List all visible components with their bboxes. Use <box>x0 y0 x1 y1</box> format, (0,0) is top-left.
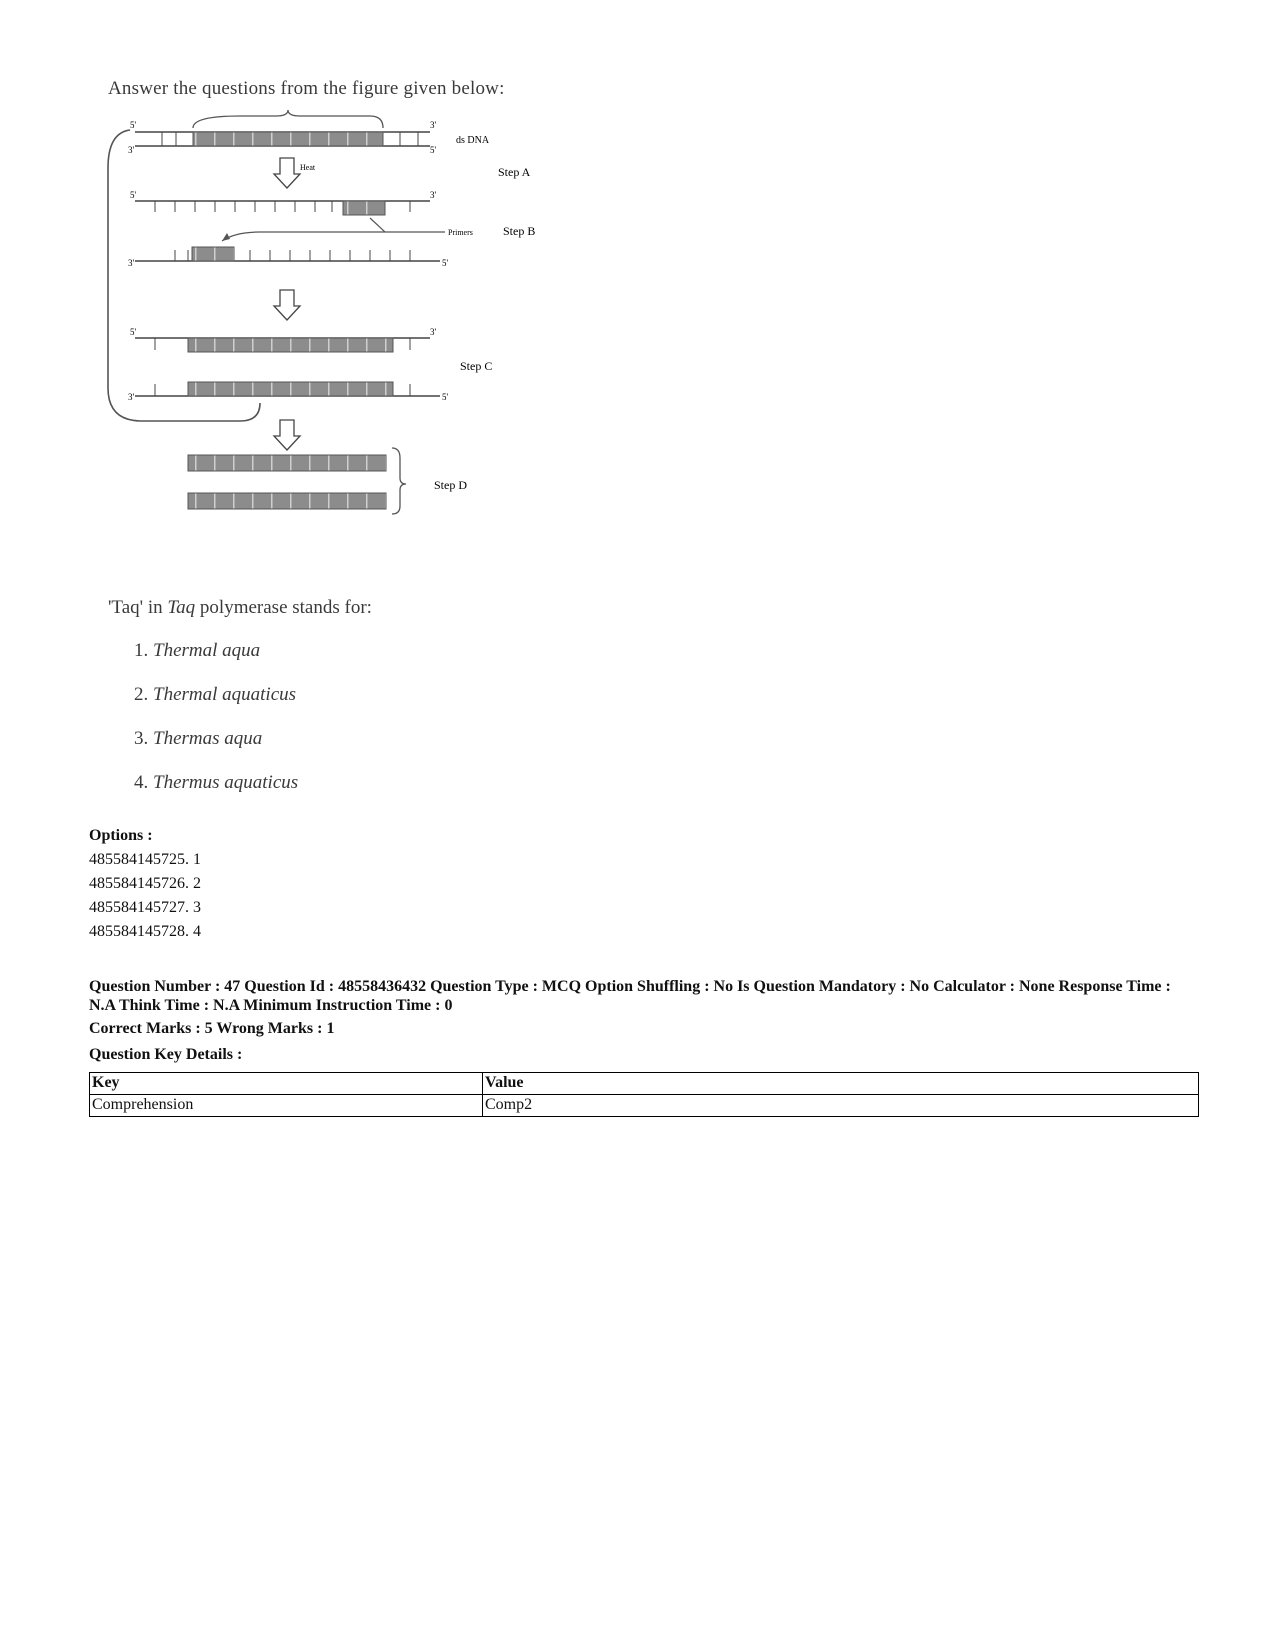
table-row <box>90 1095 1199 1117</box>
primers-label: Primers <box>448 228 473 237</box>
options-heading: Options : <box>89 827 153 844</box>
end-label: 5' <box>430 145 437 155</box>
amplified-dna-copy <box>188 493 386 509</box>
option-item: 485584145728. 4 <box>89 923 201 940</box>
down-arrow-icon <box>274 158 300 188</box>
single-strand-top <box>135 201 430 215</box>
ds-dna-label: ds DNA <box>456 135 490 146</box>
end-label: 3' <box>128 145 135 155</box>
key-details-table <box>89 1072 1199 1117</box>
step-a-label: Step A <box>498 165 531 179</box>
amplified-dna-copy <box>188 455 386 471</box>
cell-value: Comp2 <box>483 1095 1199 1117</box>
key-details-heading: Question Key Details : <box>89 1046 243 1063</box>
down-arrow-icon <box>274 290 300 320</box>
marks-line: Correct Marks : 5 Wrong Marks : 1 <box>89 1020 335 1037</box>
question-text: 'Taq' in Taq polymerase stands for: <box>108 597 372 618</box>
option-item: 485584145726. 2 <box>89 875 201 892</box>
end-label: 5' <box>130 327 137 337</box>
header-key: Key <box>90 1073 483 1095</box>
question-meta: Question Number : 47 Question Id : 48558436432 Question Type : MCQ Option Shuffling : No Is Question Mandatory : No Calculator : None Response Time : N.A Think Time : N.A Minimum Instruction Time : 0 <box>89 978 1171 1014</box>
end-label: 3' <box>430 327 437 337</box>
step-c-label: Step C <box>460 359 493 373</box>
ds-dna-strand <box>135 110 430 146</box>
cell-key: Comprehension <box>90 1095 483 1117</box>
end-label: 5' <box>442 392 449 402</box>
choice-item: 2. Thermal aquaticus <box>134 684 297 705</box>
step-d-label: Step D <box>434 478 467 492</box>
end-label: 5' <box>130 120 137 130</box>
header-value: Value <box>483 1073 1199 1095</box>
down-arrow-icon <box>274 420 300 450</box>
end-label: 3' <box>128 392 135 402</box>
single-strand-bottom <box>135 247 440 261</box>
end-label: 5' <box>442 258 449 268</box>
choice-item: 3. Thermas aqua <box>134 728 263 749</box>
extension-strand-bottom <box>135 382 440 396</box>
end-label: 3' <box>430 190 437 200</box>
table-header-row <box>90 1073 1199 1095</box>
choice-item: 4. Thermus aquaticus <box>134 772 299 793</box>
option-item: 485584145727. 3 <box>89 899 201 916</box>
pcr-diagram <box>100 108 570 548</box>
end-label: 3' <box>128 258 135 268</box>
cycle-return-arrow <box>108 130 260 421</box>
extension-strand-top <box>135 338 430 352</box>
step-b-label: Step B <box>503 224 536 238</box>
end-label: 3' <box>430 120 437 130</box>
heat-label: Heat <box>300 163 316 172</box>
option-item: 485584145725. 1 <box>89 851 201 868</box>
figure-intro: Answer the questions from the figure given below: <box>108 78 505 99</box>
choice-item: 1. Thermal aqua <box>134 640 261 661</box>
end-label: 5' <box>130 190 137 200</box>
